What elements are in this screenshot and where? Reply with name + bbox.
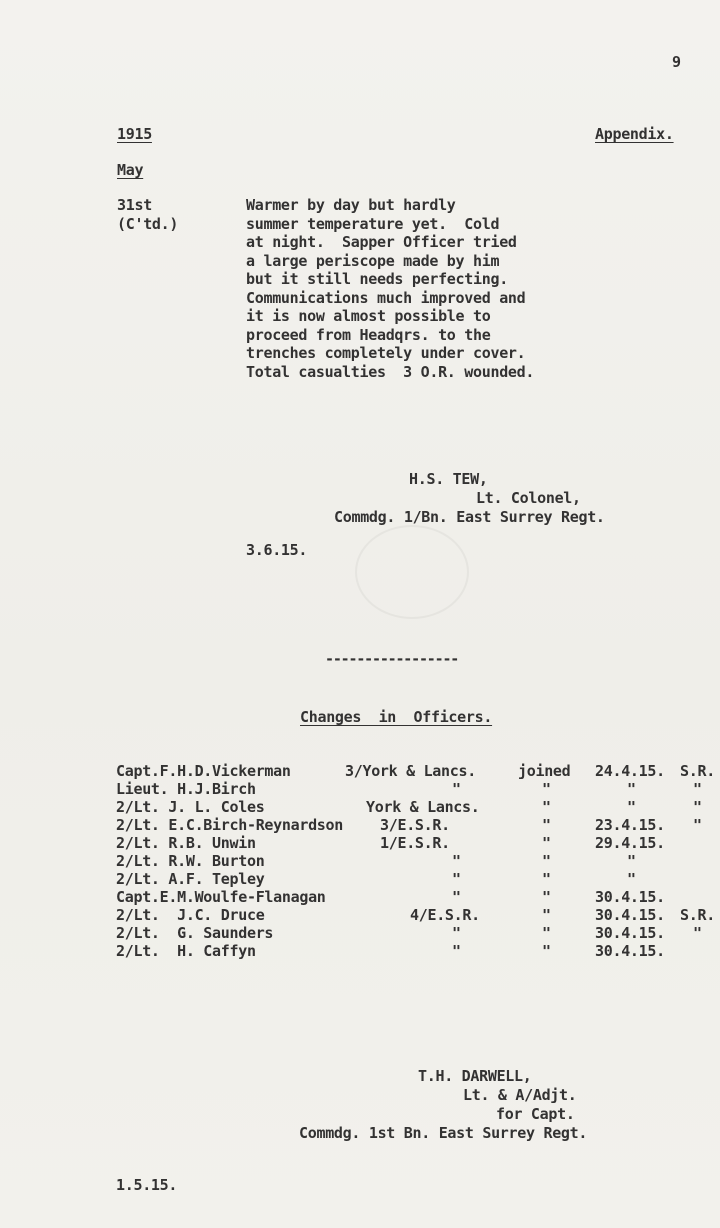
changes-in-officers-title: Changes in Officers. — [300, 708, 493, 726]
separator-line: ----------------- — [325, 650, 459, 668]
officer-date: " — [627, 798, 636, 816]
officer-name: 2/Lt. G. Saunders — [116, 924, 274, 942]
officer-note: " — [693, 924, 702, 942]
officer-note: " — [693, 780, 702, 798]
officer-date: 23.4.15. — [595, 816, 665, 834]
officer-date: 30.4.15. — [595, 888, 665, 906]
officer-status: " — [542, 780, 551, 798]
officer-date: " — [627, 852, 636, 870]
officer-status: " — [542, 888, 551, 906]
officer-unit: " — [452, 852, 461, 870]
officer-unit: " — [452, 888, 461, 906]
signature-name: T.H. DARWELL, — [418, 1067, 532, 1085]
entry-date: 31st — [117, 196, 152, 214]
officer-unit: " — [452, 780, 461, 798]
officer-name: 2/Lt. A.F. Tepley — [116, 870, 265, 888]
officer-name: 2/Lt. J. L. Coles — [116, 798, 265, 816]
officer-status: " — [542, 816, 551, 834]
signature-for: for Capt. — [496, 1105, 575, 1123]
entry-line: a large periscope made by him — [246, 251, 500, 270]
officer-unit: 3/E.S.R. — [380, 816, 450, 834]
officer-date: 30.4.15. — [595, 942, 665, 960]
officer-date: 30.4.15. — [595, 906, 665, 924]
officer-status: " — [542, 852, 551, 870]
officer-date: 24.4.15. — [595, 762, 665, 780]
officer-name: 2/Lt. R.B. Unwin — [116, 834, 256, 852]
officer-name: 2/Lt. R.W. Burton — [116, 852, 265, 870]
officer-status: " — [542, 942, 551, 960]
signature-command: Commdg. 1/Bn. East Surrey Regt. — [334, 508, 605, 526]
signature-command: Commdg. 1st Bn. East Surrey Regt. — [299, 1124, 588, 1142]
officer-name: Capt.F.H.D.Vickerman — [116, 762, 291, 780]
report-date: 3.6.15. — [246, 541, 308, 559]
officer-name: Lieut. H.J.Birch — [116, 780, 256, 798]
officer-status: " — [542, 924, 551, 942]
signature-rank: Lt. & A/Adjt. — [463, 1086, 577, 1104]
report-date: 1.5.15. — [116, 1176, 178, 1194]
officer-status: " — [542, 798, 551, 816]
officer-note: " — [693, 798, 702, 816]
officer-status: " — [542, 906, 551, 924]
officer-name: 2/Lt. H. Caffyn — [116, 942, 256, 960]
officer-unit: 1/E.S.R. — [380, 834, 450, 852]
year-heading: 1915 — [117, 125, 152, 143]
officer-status: joined — [518, 762, 571, 780]
officer-status: " — [542, 834, 551, 852]
entry-line: proceed from Headqrs. to the — [246, 325, 491, 344]
officer-unit: " — [452, 924, 461, 942]
officer-name: 2/Lt. J.C. Druce — [116, 906, 265, 924]
entry-date-continued: (C'td.) — [117, 214, 179, 233]
officer-note: " — [693, 816, 702, 834]
officer-date: " — [627, 870, 636, 888]
officer-unit: " — [452, 870, 461, 888]
signature-name: H.S. TEW, — [409, 470, 488, 488]
officer-date: " — [627, 780, 636, 798]
officer-unit: 4/E.S.R. — [410, 906, 480, 924]
entry-line: summer temperature yet. Cold — [246, 214, 500, 233]
entry-line: but it still needs perfecting. — [246, 270, 508, 288]
officer-name: Capt.E.M.Woulfe-Flanagan — [116, 888, 326, 906]
officer-unit: York & Lancs. — [366, 798, 480, 816]
officer-unit: 3/York & Lancs. — [345, 762, 476, 780]
signature-rank: Lt. Colonel, — [476, 489, 581, 507]
entry-line: at night. Sapper Officer tried — [246, 233, 517, 251]
officer-status: " — [542, 870, 551, 888]
officer-note: S.R. — [680, 762, 715, 780]
officer-note: S.R. — [680, 906, 715, 924]
officer-date: 29.4.15. — [595, 834, 665, 852]
ink-bleed-mark — [355, 525, 469, 619]
officer-unit: " — [452, 942, 461, 960]
entry-line: trenches completely under cover. — [246, 344, 526, 362]
entry-line: Warmer by day but hardly — [246, 196, 456, 214]
entry-line: it is now almost possible to — [246, 307, 491, 325]
appendix-heading: Appendix. — [595, 125, 674, 143]
page-number: 9 — [672, 53, 681, 71]
officer-name: 2/Lt. E.C.Birch-Reynardson — [116, 816, 344, 834]
entry-line: Communications much improved and — [246, 288, 526, 307]
month-heading: May — [117, 161, 144, 179]
officer-date: 30.4.15. — [595, 924, 665, 942]
entry-line: Total casualties 3 O.R. wounded. — [246, 362, 535, 381]
